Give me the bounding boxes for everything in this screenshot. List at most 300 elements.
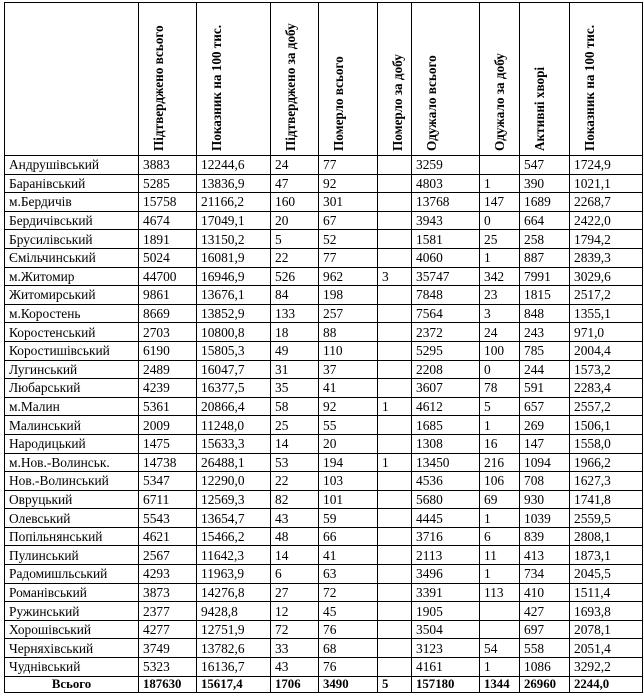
recovered-total-cell: 2113 [412, 546, 480, 565]
active-cases-cell: 848 [520, 304, 570, 323]
rate-per-100k-cell: 9428,8 [197, 602, 271, 621]
district-name-cell: Ружинський [5, 602, 139, 621]
active-rate-per-100k-cell: 2559,5 [570, 509, 643, 528]
confirmed-per-day-cell: 160 [271, 193, 319, 212]
table-row [5, 509, 643, 528]
rate-per-100k-cell: 14276,8 [197, 583, 271, 602]
rate-per-100k-cell: 13836,9 [197, 174, 271, 193]
rate-per-100k-cell: 16136,7 [197, 658, 271, 677]
active-rate-per-100k-cell: 2051,4 [570, 639, 643, 658]
active-cases-cell: 1815 [520, 286, 570, 305]
deaths-per-day-cell: 1 [378, 397, 412, 416]
recovered-total-cell: 1905 [412, 602, 480, 621]
deaths-per-day-cell: 3 [378, 267, 412, 286]
rate-per-100k-cell: 12569,3 [197, 490, 271, 509]
district-name-cell: м.Нов.-Волинськ. [5, 453, 139, 472]
deaths-per-day-cell [378, 583, 412, 602]
confirmed-total-cell: 3883 [139, 156, 197, 175]
district-name-cell: м.Бердичів [5, 193, 139, 212]
active-rate-per-100k-cell: 1511,4 [570, 583, 643, 602]
active-cases-cell: 410 [520, 583, 570, 602]
deaths-per-day-cell [378, 341, 412, 360]
active-cases-cell: 839 [520, 527, 570, 546]
deaths-per-day-cell [378, 639, 412, 658]
recovered-per-day-cell: 54 [480, 639, 520, 658]
rate-per-100k-cell: 16081,9 [197, 248, 271, 267]
recovered-total-cell: 4161 [412, 658, 480, 677]
total-active-cases-cell: 26960 [520, 676, 570, 692]
deaths-total-cell: 88 [319, 323, 378, 342]
confirmed-total-cell: 5543 [139, 509, 197, 528]
table-row [5, 453, 643, 472]
confirmed-per-day-cell: 5 [271, 230, 319, 249]
active-cases-cell: 7991 [520, 267, 570, 286]
district-name-cell: Романівський [5, 583, 139, 602]
district-name-cell: Овруцький [5, 490, 139, 509]
confirmed-total-cell: 5024 [139, 248, 197, 267]
confirmed-total-cell: 3873 [139, 583, 197, 602]
header-label: Активні хворі [532, 66, 547, 151]
total-deaths-total-cell: 3490 [319, 676, 378, 692]
confirmed-per-day-cell: 14 [271, 546, 319, 565]
active-cases-cell: 244 [520, 360, 570, 379]
rate-per-100k-cell: 13150,2 [197, 230, 271, 249]
table-row [5, 360, 643, 379]
header-district-name [5, 3, 139, 156]
active-cases-cell: 1039 [520, 509, 570, 528]
header-active-cases [520, 3, 570, 156]
active-cases-cell: 558 [520, 639, 570, 658]
deaths-total-cell: 77 [319, 248, 378, 267]
active-cases-cell: 930 [520, 490, 570, 509]
table-row [5, 211, 643, 230]
recovered-total-cell: 4536 [412, 472, 480, 491]
table-row [5, 546, 643, 565]
total-confirmed-total-cell: 187630 [139, 676, 197, 692]
recovered-per-day-cell: 0 [480, 360, 520, 379]
confirmed-per-day-cell: 33 [271, 639, 319, 658]
district-name-cell: Коростенський [5, 323, 139, 342]
deaths-per-day-cell [378, 658, 412, 677]
active-cases-cell: 697 [520, 620, 570, 639]
recovered-per-day-cell: 216 [480, 453, 520, 472]
district-name-cell: Олевський [5, 509, 139, 528]
rate-per-100k-cell: 15633,3 [197, 434, 271, 453]
table-row [5, 304, 643, 323]
confirmed-per-day-cell: 27 [271, 583, 319, 602]
recovered-per-day-cell: 69 [480, 490, 520, 509]
recovered-per-day-cell: 16 [480, 434, 520, 453]
deaths-per-day-cell [378, 434, 412, 453]
active-rate-per-100k-cell: 2045,5 [570, 565, 643, 584]
district-name-cell: Любарський [5, 379, 139, 398]
deaths-total-cell: 92 [319, 397, 378, 416]
total-active-rate-per-100k-cell: 2244,0 [570, 676, 643, 692]
confirmed-total-cell: 14738 [139, 453, 197, 472]
confirmed-total-cell: 8669 [139, 304, 197, 323]
district-name-cell: м.Малин [5, 397, 139, 416]
confirmed-per-day-cell: 48 [271, 527, 319, 546]
deaths-total-cell: 52 [319, 230, 378, 249]
recovered-per-day-cell: 6 [480, 527, 520, 546]
active-cases-cell: 147 [520, 434, 570, 453]
table-row [5, 248, 643, 267]
confirmed-total-cell: 2489 [139, 360, 197, 379]
recovered-total-cell: 13768 [412, 193, 480, 212]
confirmed-per-day-cell: 22 [271, 248, 319, 267]
deaths-total-cell: 20 [319, 434, 378, 453]
confirmed-per-day-cell: 49 [271, 341, 319, 360]
active-rate-per-100k-cell: 2004,4 [570, 341, 643, 360]
recovered-per-day-cell: 23 [480, 286, 520, 305]
confirmed-per-day-cell: 72 [271, 620, 319, 639]
recovered-per-day-cell: 1 [480, 509, 520, 528]
total-row [5, 676, 643, 692]
district-name-cell: Радомишльський [5, 565, 139, 584]
table-row [5, 323, 643, 342]
rate-per-100k-cell: 20866,4 [197, 397, 271, 416]
header-label: Підтверджено всього [151, 25, 166, 151]
rate-per-100k-cell: 15466,2 [197, 527, 271, 546]
confirmed-per-day-cell: 82 [271, 490, 319, 509]
confirmed-total-cell: 4621 [139, 527, 197, 546]
active-rate-per-100k-cell: 1558,0 [570, 434, 643, 453]
active-cases-cell: 734 [520, 565, 570, 584]
active-cases-cell: 427 [520, 602, 570, 621]
active-rate-per-100k-cell: 2422,0 [570, 211, 643, 230]
recovered-per-day-cell: 11 [480, 546, 520, 565]
recovered-total-cell: 4803 [412, 174, 480, 193]
table-row [5, 230, 643, 249]
active-rate-per-100k-cell: 1724,9 [570, 156, 643, 175]
rate-per-100k-cell: 13852,9 [197, 304, 271, 323]
header-label: Показник на 100 тис. [582, 24, 597, 151]
confirmed-total-cell: 4674 [139, 211, 197, 230]
district-name-cell: Житомирський [5, 286, 139, 305]
recovered-total-cell: 2372 [412, 323, 480, 342]
active-rate-per-100k-cell: 1355,1 [570, 304, 643, 323]
active-cases-cell: 547 [520, 156, 570, 175]
confirmed-per-day-cell: 47 [271, 174, 319, 193]
recovered-total-cell: 1308 [412, 434, 480, 453]
deaths-per-day-cell [378, 156, 412, 175]
deaths-total-cell: 77 [319, 156, 378, 175]
rate-per-100k-cell: 13676,1 [197, 286, 271, 305]
header-deaths-per-day [378, 3, 412, 156]
recovered-per-day-cell: 106 [480, 472, 520, 491]
recovered-total-cell: 7564 [412, 304, 480, 323]
rate-per-100k-cell: 12244,6 [197, 156, 271, 175]
deaths-total-cell: 45 [319, 602, 378, 621]
active-rate-per-100k-cell: 1794,2 [570, 230, 643, 249]
rate-per-100k-cell: 13782,6 [197, 639, 271, 658]
total-confirmed-per-day-cell: 1706 [271, 676, 319, 692]
confirmed-per-day-cell: 18 [271, 323, 319, 342]
deaths-total-cell: 257 [319, 304, 378, 323]
rate-per-100k-cell: 21166,2 [197, 193, 271, 212]
table-row [5, 193, 643, 212]
active-cases-cell: 664 [520, 211, 570, 230]
deaths-per-day-cell [378, 602, 412, 621]
confirmed-total-cell: 5285 [139, 174, 197, 193]
active-cases-cell: 269 [520, 416, 570, 435]
active-rate-per-100k-cell: 2557,2 [570, 397, 643, 416]
district-name-cell: м.Житомир [5, 267, 139, 286]
header-label: Одужало за добу [492, 53, 507, 151]
recovered-total-cell: 3943 [412, 211, 480, 230]
confirmed-per-day-cell: 35 [271, 379, 319, 398]
table-body [5, 156, 643, 693]
recovered-total-cell: 4445 [412, 509, 480, 528]
total-rate-per-100k-cell: 15617,4 [197, 676, 271, 692]
recovered-per-day-cell: 113 [480, 583, 520, 602]
confirmed-per-day-cell: 84 [271, 286, 319, 305]
rate-per-100k-cell: 15805,3 [197, 341, 271, 360]
recovered-per-day-cell: 0 [480, 211, 520, 230]
rate-per-100k-cell: 16946,9 [197, 267, 271, 286]
active-rate-per-100k-cell: 2808,1 [570, 527, 643, 546]
confirmed-total-cell: 2567 [139, 546, 197, 565]
deaths-total-cell: 76 [319, 620, 378, 639]
active-cases-cell: 258 [520, 230, 570, 249]
recovered-total-cell: 5680 [412, 490, 480, 509]
recovered-total-cell: 3123 [412, 639, 480, 658]
deaths-per-day-cell [378, 416, 412, 435]
confirmed-per-day-cell: 526 [271, 267, 319, 286]
confirmed-per-day-cell: 24 [271, 156, 319, 175]
district-name-cell: Малинський [5, 416, 139, 435]
deaths-per-day-cell [378, 620, 412, 639]
confirmed-per-day-cell: 58 [271, 397, 319, 416]
recovered-per-day-cell: 3 [480, 304, 520, 323]
active-rate-per-100k-cell: 3029,6 [570, 267, 643, 286]
recovered-per-day-cell [480, 156, 520, 175]
recovered-per-day-cell: 78 [480, 379, 520, 398]
active-cases-cell: 1086 [520, 658, 570, 677]
table-row [5, 434, 643, 453]
active-cases-cell: 413 [520, 546, 570, 565]
confirmed-total-cell: 2009 [139, 416, 197, 435]
deaths-per-day-cell [378, 174, 412, 193]
deaths-per-day-cell [378, 230, 412, 249]
confirmed-total-cell: 6711 [139, 490, 197, 509]
deaths-per-day-cell [378, 490, 412, 509]
confirmed-per-day-cell: 53 [271, 453, 319, 472]
table-row [5, 620, 643, 639]
confirmed-total-cell: 6190 [139, 341, 197, 360]
table-row [5, 397, 643, 416]
deaths-total-cell: 37 [319, 360, 378, 379]
active-cases-cell: 785 [520, 341, 570, 360]
deaths-total-cell: 101 [319, 490, 378, 509]
confirmed-per-day-cell: 22 [271, 472, 319, 491]
active-cases-cell: 243 [520, 323, 570, 342]
confirmed-per-day-cell: 133 [271, 304, 319, 323]
header-label: Померло за добу [390, 54, 405, 151]
deaths-total-cell: 55 [319, 416, 378, 435]
total-deaths-per-day-cell: 5 [378, 676, 412, 692]
header-label: Підтверджено за добу [283, 23, 298, 151]
district-name-cell: Чуднівський [5, 658, 139, 677]
active-rate-per-100k-cell: 1573,2 [570, 360, 643, 379]
deaths-total-cell: 194 [319, 453, 378, 472]
confirmed-per-day-cell: 25 [271, 416, 319, 435]
recovered-total-cell: 1685 [412, 416, 480, 435]
table-row [5, 583, 643, 602]
rate-per-100k-cell: 16047,7 [197, 360, 271, 379]
active-cases-cell: 1689 [520, 193, 570, 212]
active-rate-per-100k-cell: 2517,2 [570, 286, 643, 305]
recovered-total-cell: 3504 [412, 620, 480, 639]
recovered-total-cell: 4060 [412, 248, 480, 267]
table-row [5, 341, 643, 360]
district-name-cell: Пулинський [5, 546, 139, 565]
table-row [5, 490, 643, 509]
deaths-total-cell: 68 [319, 639, 378, 658]
deaths-total-cell: 103 [319, 472, 378, 491]
deaths-total-cell: 76 [319, 658, 378, 677]
recovered-per-day-cell: 147 [480, 193, 520, 212]
deaths-total-cell: 59 [319, 509, 378, 528]
confirmed-total-cell: 15758 [139, 193, 197, 212]
table-row [5, 472, 643, 491]
deaths-per-day-cell [378, 379, 412, 398]
recovered-per-day-cell: 1 [480, 248, 520, 267]
active-rate-per-100k-cell: 2839,3 [570, 248, 643, 267]
active-rate-per-100k-cell: 3292,2 [570, 658, 643, 677]
recovered-per-day-cell: 1 [480, 174, 520, 193]
recovered-per-day-cell: 5 [480, 397, 520, 416]
active-rate-per-100k-cell: 2268,7 [570, 193, 643, 212]
active-rate-per-100k-cell: 1873,1 [570, 546, 643, 565]
rate-per-100k-cell: 26488,1 [197, 453, 271, 472]
confirmed-total-cell: 1475 [139, 434, 197, 453]
active-cases-cell: 887 [520, 248, 570, 267]
confirmed-total-cell: 4277 [139, 620, 197, 639]
confirmed-total-cell: 4239 [139, 379, 197, 398]
header-deaths-total [319, 3, 378, 156]
rate-per-100k-cell: 10800,8 [197, 323, 271, 342]
header-row [5, 3, 643, 156]
table-row [5, 565, 643, 584]
deaths-total-cell: 63 [319, 565, 378, 584]
table-row [5, 527, 643, 546]
rate-per-100k-cell: 16377,5 [197, 379, 271, 398]
recovered-per-day-cell: 100 [480, 341, 520, 360]
active-cases-cell: 390 [520, 174, 570, 193]
table-row [5, 286, 643, 305]
total-recovered-total-cell: 157180 [412, 676, 480, 692]
confirmed-total-cell: 9861 [139, 286, 197, 305]
table-row [5, 174, 643, 193]
active-cases-cell: 1094 [520, 453, 570, 472]
deaths-per-day-cell [378, 193, 412, 212]
district-name-cell: Черняхівський [5, 639, 139, 658]
district-name-cell: Бердичівський [5, 211, 139, 230]
deaths-total-cell: 72 [319, 583, 378, 602]
district-name-cell: Брусилівський [5, 230, 139, 249]
header-label: Померло всього [331, 56, 346, 151]
confirmed-per-day-cell: 14 [271, 434, 319, 453]
active-rate-per-100k-cell: 1506,1 [570, 416, 643, 435]
recovered-total-cell: 13450 [412, 453, 480, 472]
confirmed-total-cell: 2377 [139, 602, 197, 621]
confirmed-per-day-cell: 43 [271, 509, 319, 528]
active-rate-per-100k-cell: 1627,3 [570, 472, 643, 491]
deaths-per-day-cell [378, 286, 412, 305]
active-rate-per-100k-cell: 1021,1 [570, 174, 643, 193]
recovered-per-day-cell: 24 [480, 323, 520, 342]
confirmed-total-cell: 5347 [139, 472, 197, 491]
recovered-total-cell: 35747 [412, 267, 480, 286]
table-row [5, 267, 643, 286]
deaths-total-cell: 301 [319, 193, 378, 212]
deaths-total-cell: 110 [319, 341, 378, 360]
header-rate-per-100k [197, 3, 271, 156]
deaths-total-cell: 41 [319, 546, 378, 565]
recovered-total-cell: 5295 [412, 341, 480, 360]
deaths-per-day-cell [378, 565, 412, 584]
rate-per-100k-cell: 12751,9 [197, 620, 271, 639]
district-name-cell: Народицький [5, 434, 139, 453]
deaths-per-day-cell [378, 509, 412, 528]
deaths-total-cell: 67 [319, 211, 378, 230]
recovered-total-cell: 1581 [412, 230, 480, 249]
table-row [5, 416, 643, 435]
rate-per-100k-cell: 11642,3 [197, 546, 271, 565]
active-cases-cell: 708 [520, 472, 570, 491]
rate-per-100k-cell: 12290,0 [197, 472, 271, 491]
header-label: Одужало всього [424, 55, 439, 151]
active-rate-per-100k-cell: 1741,8 [570, 490, 643, 509]
confirmed-total-cell: 5323 [139, 658, 197, 677]
district-name-cell: Нов.-Волинський [5, 472, 139, 491]
deaths-per-day-cell [378, 248, 412, 267]
total-district-name-cell: Всього [5, 676, 139, 692]
table-row [5, 602, 643, 621]
deaths-per-day-cell: 1 [378, 453, 412, 472]
deaths-per-day-cell [378, 323, 412, 342]
covid-statistics-table [4, 2, 643, 693]
district-name-cell: Баранівський [5, 174, 139, 193]
district-name-cell: Коростишівський [5, 341, 139, 360]
table-row [5, 156, 643, 175]
deaths-per-day-cell [378, 472, 412, 491]
deaths-total-cell: 41 [319, 379, 378, 398]
district-name-cell: м.Коростень [5, 304, 139, 323]
deaths-per-day-cell [378, 527, 412, 546]
deaths-per-day-cell [378, 304, 412, 323]
header-recovered-total [412, 3, 480, 156]
recovered-per-day-cell: 25 [480, 230, 520, 249]
rate-per-100k-cell: 17049,1 [197, 211, 271, 230]
table-row [5, 639, 643, 658]
recovered-total-cell: 7848 [412, 286, 480, 305]
recovered-per-day-cell: 1 [480, 658, 520, 677]
district-name-cell: Лугинський [5, 360, 139, 379]
table-row [5, 658, 643, 677]
district-name-cell: Андрушівський [5, 156, 139, 175]
active-cases-cell: 591 [520, 379, 570, 398]
deaths-total-cell: 198 [319, 286, 378, 305]
header-active-rate-per-100k [570, 3, 643, 156]
recovered-total-cell: 3259 [412, 156, 480, 175]
deaths-per-day-cell [378, 360, 412, 379]
confirmed-total-cell: 4293 [139, 565, 197, 584]
recovered-total-cell: 4612 [412, 397, 480, 416]
active-cases-cell: 657 [520, 397, 570, 416]
recovered-per-day-cell: 342 [480, 267, 520, 286]
